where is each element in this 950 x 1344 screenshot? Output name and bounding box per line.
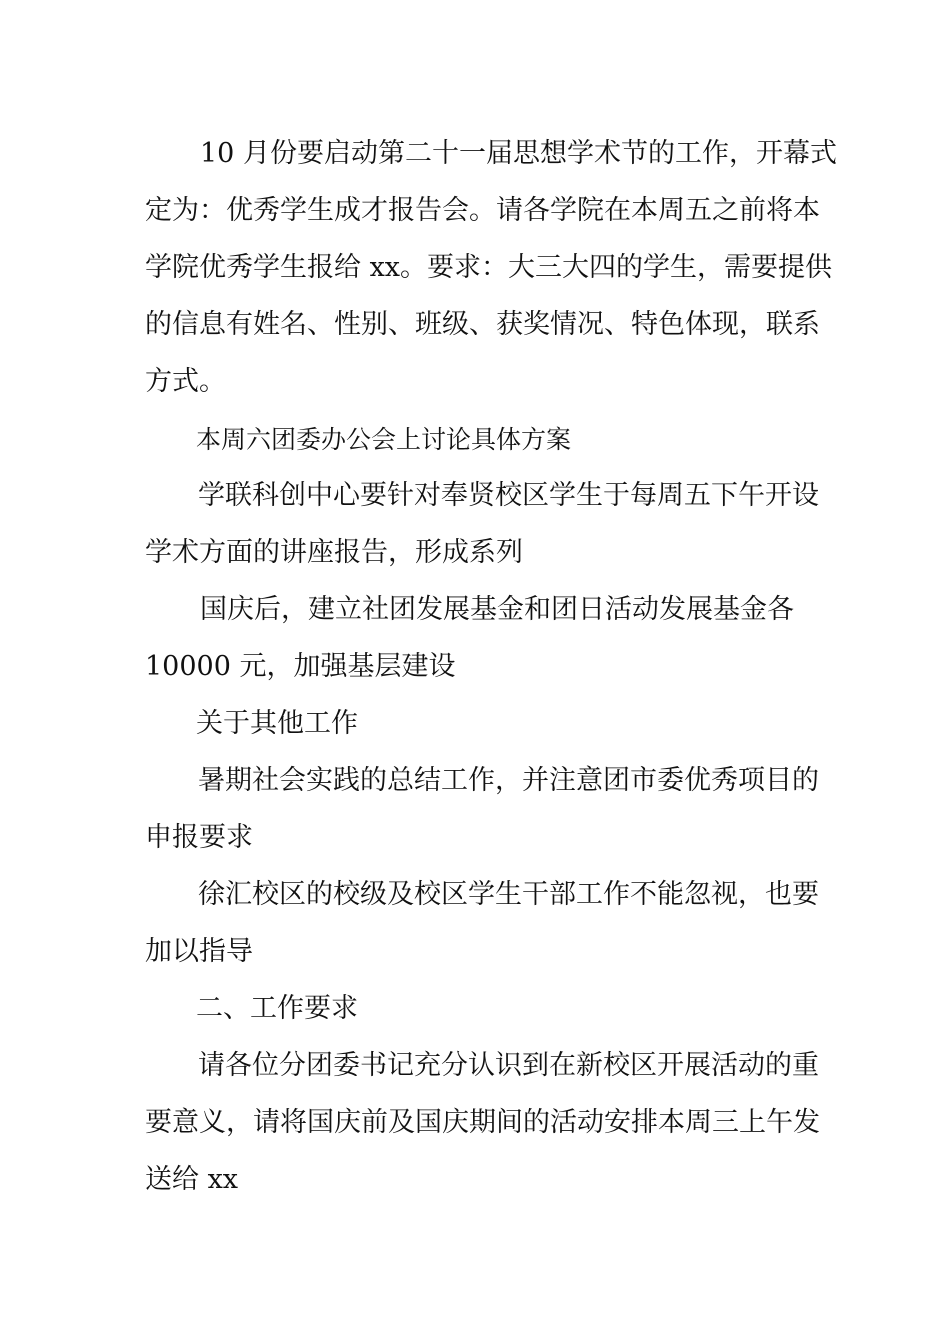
text-line: 学术方面的讲座报告，形成系列 <box>145 537 523 568</box>
text-line: 加以指导 <box>145 936 253 967</box>
text-line: 关于其他工作 <box>196 708 358 739</box>
text-line: 方式。 <box>145 366 226 397</box>
text-line: 学联科创中心要针对奉贤校区学生于每周五下午开设 <box>198 480 819 511</box>
text-line: 请各位分团委书记充分认识到在新校区开展活动的重 <box>198 1050 819 1081</box>
text-line: 要意义，请将国庆前及国庆期间的活动安排本周三上午发 <box>145 1107 820 1138</box>
text-line: 定为：优秀学生成才报告会。请各学院在本周五之前将本 <box>145 195 820 226</box>
text-line: 徐汇校区的校级及校区学生干部工作不能忽视，也要 <box>198 879 819 910</box>
text-line: 10 月份要启动第二十一届思想学术节的工作，开幕式 <box>200 138 837 169</box>
text-line: 10000 元，加强基层建设 <box>145 651 456 682</box>
text-line: 暑期社会实践的总结工作，并注意团市委优秀项目的 <box>198 765 819 796</box>
text-line: 本周六团委办公会上讨论具体方案 <box>196 425 572 454</box>
text-line: 申报要求 <box>145 822 253 853</box>
text-line: 学院优秀学生报给 xx。要求：大三大四的学生，需要提供 <box>145 252 833 283</box>
text-line: 国庆后，建立社团发展基金和团日活动发展基金各 <box>200 594 794 625</box>
text-line: 送给 xx <box>145 1164 239 1195</box>
text-line: 的信息有姓名、性别、班级、获奖情况、特色体现，联系 <box>145 309 820 340</box>
text-line: 二、工作要求 <box>196 993 358 1024</box>
